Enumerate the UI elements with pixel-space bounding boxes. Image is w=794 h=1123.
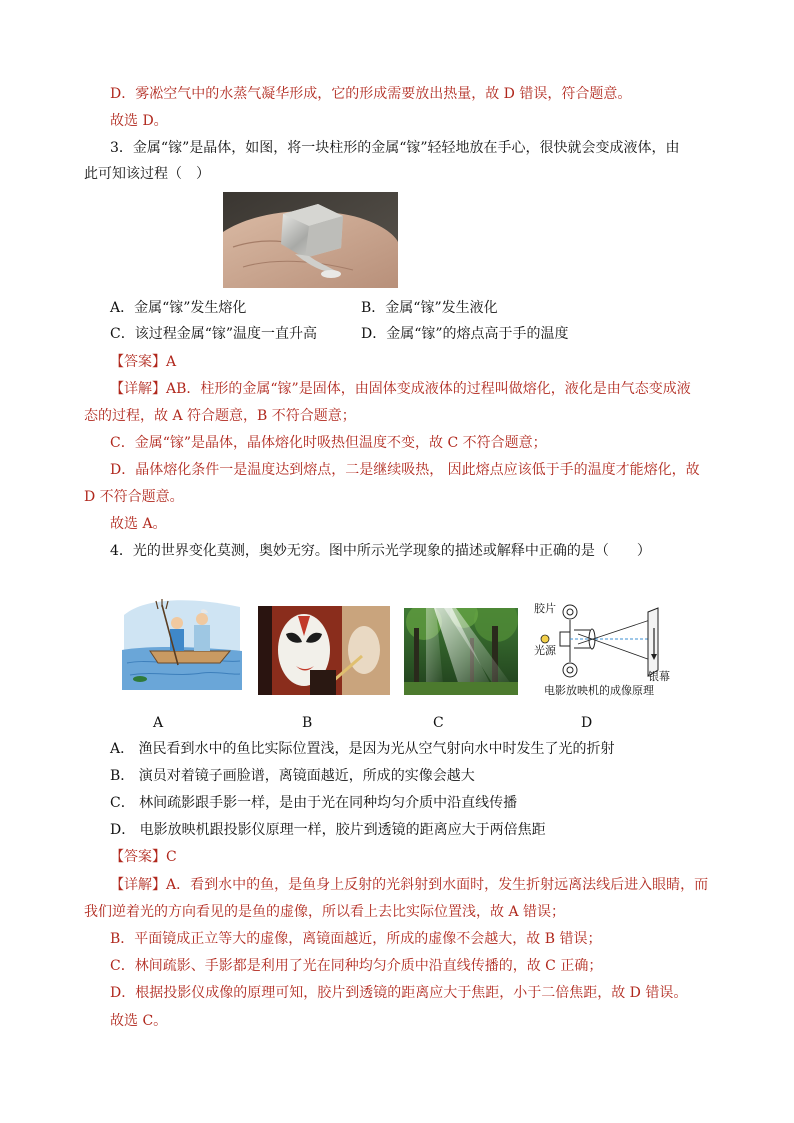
q4-option-b: B． 演员对着镜子画脸谱，离镜面越近，所成的实像会越大 — [110, 768, 475, 784]
q3-answer — [110, 352, 176, 372]
q3-option-a: A．金属“镓”发生熔化 — [110, 300, 247, 316]
q3-detail-line2: 态的过程，故 A 符合题意，B 不符合题意； — [84, 408, 356, 424]
q4-answer-label: 【答案】 — [110, 849, 166, 865]
q3-answer-value: A — [166, 354, 177, 370]
q4-detail-label: 【详解】 — [110, 877, 166, 893]
q3-option-c: C．该过程金属“镓”温度一直升高 — [110, 326, 318, 342]
q3-option-d: D．金属“镓”的熔点高于手的温度 — [361, 326, 569, 342]
figure-b-opera-mask — [258, 606, 390, 695]
q3-detail-label: 【详解】 — [110, 381, 166, 397]
figure-label-b: B — [302, 715, 313, 731]
q2-conclusion: 故选 D。 — [110, 113, 168, 129]
q3-detail-line3: C．金属“镓”是晶体，晶体熔化时吸热但温度不变，故 C 不符合题意； — [110, 435, 547, 451]
q3-detail-text1: AB．柱形的金属“镓”是固体，由固体变成液体的过程叫做熔化，液化是由气态变成液 — [166, 381, 691, 397]
q4-answer-value: C — [166, 849, 177, 865]
q2-option-d-explanation: D．雾凇空气中的水蒸气凝华形成，它的形成需要放出热量，故 D 错误，符合题意。 — [110, 86, 632, 102]
q3-option-b: B．金属“镓”发生液化 — [361, 300, 498, 316]
gallium-hand-illustration — [223, 192, 398, 288]
q3-stem-line1: 3．金属“镓”是晶体，如图，将一块柱形的金属“镓”轻轻地放在手心，很快就会变成液体，由 — [110, 140, 680, 156]
figure-d-projector-diagram — [530, 598, 675, 698]
q4-answer — [110, 847, 177, 867]
forest-light-illustration — [404, 608, 518, 695]
q4-conclusion: 故选 C。 — [110, 1013, 168, 1029]
projector-caption: 电影放映机的成像原理 — [544, 684, 654, 697]
q4-detail-text1: A．看到水中的鱼，是鱼身上反射的光斜射到水面时，发生折射远离法线后进入眼睛，而 — [166, 877, 709, 893]
figure-label-c: C — [433, 715, 444, 731]
fisherman-illustration — [122, 595, 242, 690]
q3-stem-line2: 此可知该过程（ ） — [84, 166, 210, 182]
q3-conclusion: 故选 A。 — [110, 516, 167, 532]
gallium-hand-photo — [223, 192, 398, 288]
q4-detail-line3: B．平面镜成正立等大的虚像，离镜面越近，所成的虚像不会越大，故 B 错误； — [110, 931, 602, 947]
q4-stem: 4．光的世界变化莫测，奥妙无穷。图中所示光学现象的描述或解释中正确的是（ ） — [110, 543, 651, 559]
q3-detail-line5: D 不符合题意。 — [84, 489, 184, 505]
projector-source-label: 光源 — [534, 644, 556, 657]
q3-detail-line4: D．晶体熔化条件一是温度达到熔点，二是继续吸热， 因此熔点应该低于手的温度才能熔化，故 — [110, 462, 700, 478]
q4-option-d: D． 电影放映机跟投影仪原理一样，胶片到透镜的距离应大于两倍焦距 — [110, 822, 546, 838]
q4-detail-line1 — [110, 875, 708, 895]
projector-film-label: 胶片 — [534, 602, 556, 615]
q4-detail-line4: C．林间疏影、手影都是利用了光在同种均匀介质中沿直线传播的，故 C 正确； — [110, 958, 603, 974]
q3-detail-line1 — [110, 379, 691, 399]
projector-screen-label: 银幕 — [648, 670, 670, 683]
figure-label-d: D — [581, 715, 593, 731]
figure-a-fisherman — [122, 595, 242, 690]
figure-label-a: A — [153, 715, 164, 731]
q4-option-a: A． 渔民看到水中的鱼比实际位置浅，是因为光从空气射向水中时发生了光的折射 — [110, 741, 615, 757]
q4-detail-line2: 我们逆着光的方向看见的是鱼的虚像，所以看上去比实际位置浅，故 A 错误； — [84, 904, 566, 920]
q4-option-c: C． 林间疏影跟手影一样，是由于光在同种均匀介质中沿直线传播 — [110, 795, 518, 811]
figure-c-forest-light — [404, 608, 518, 695]
q3-answer-label: 【答案】 — [110, 354, 166, 370]
q4-detail-line5: D．根据投影仪成像的原理可知，胶片到透镜的距离应大于焦距，小于二倍焦距，故 D 错误。 — [110, 985, 688, 1001]
opera-mask-illustration — [258, 606, 390, 695]
